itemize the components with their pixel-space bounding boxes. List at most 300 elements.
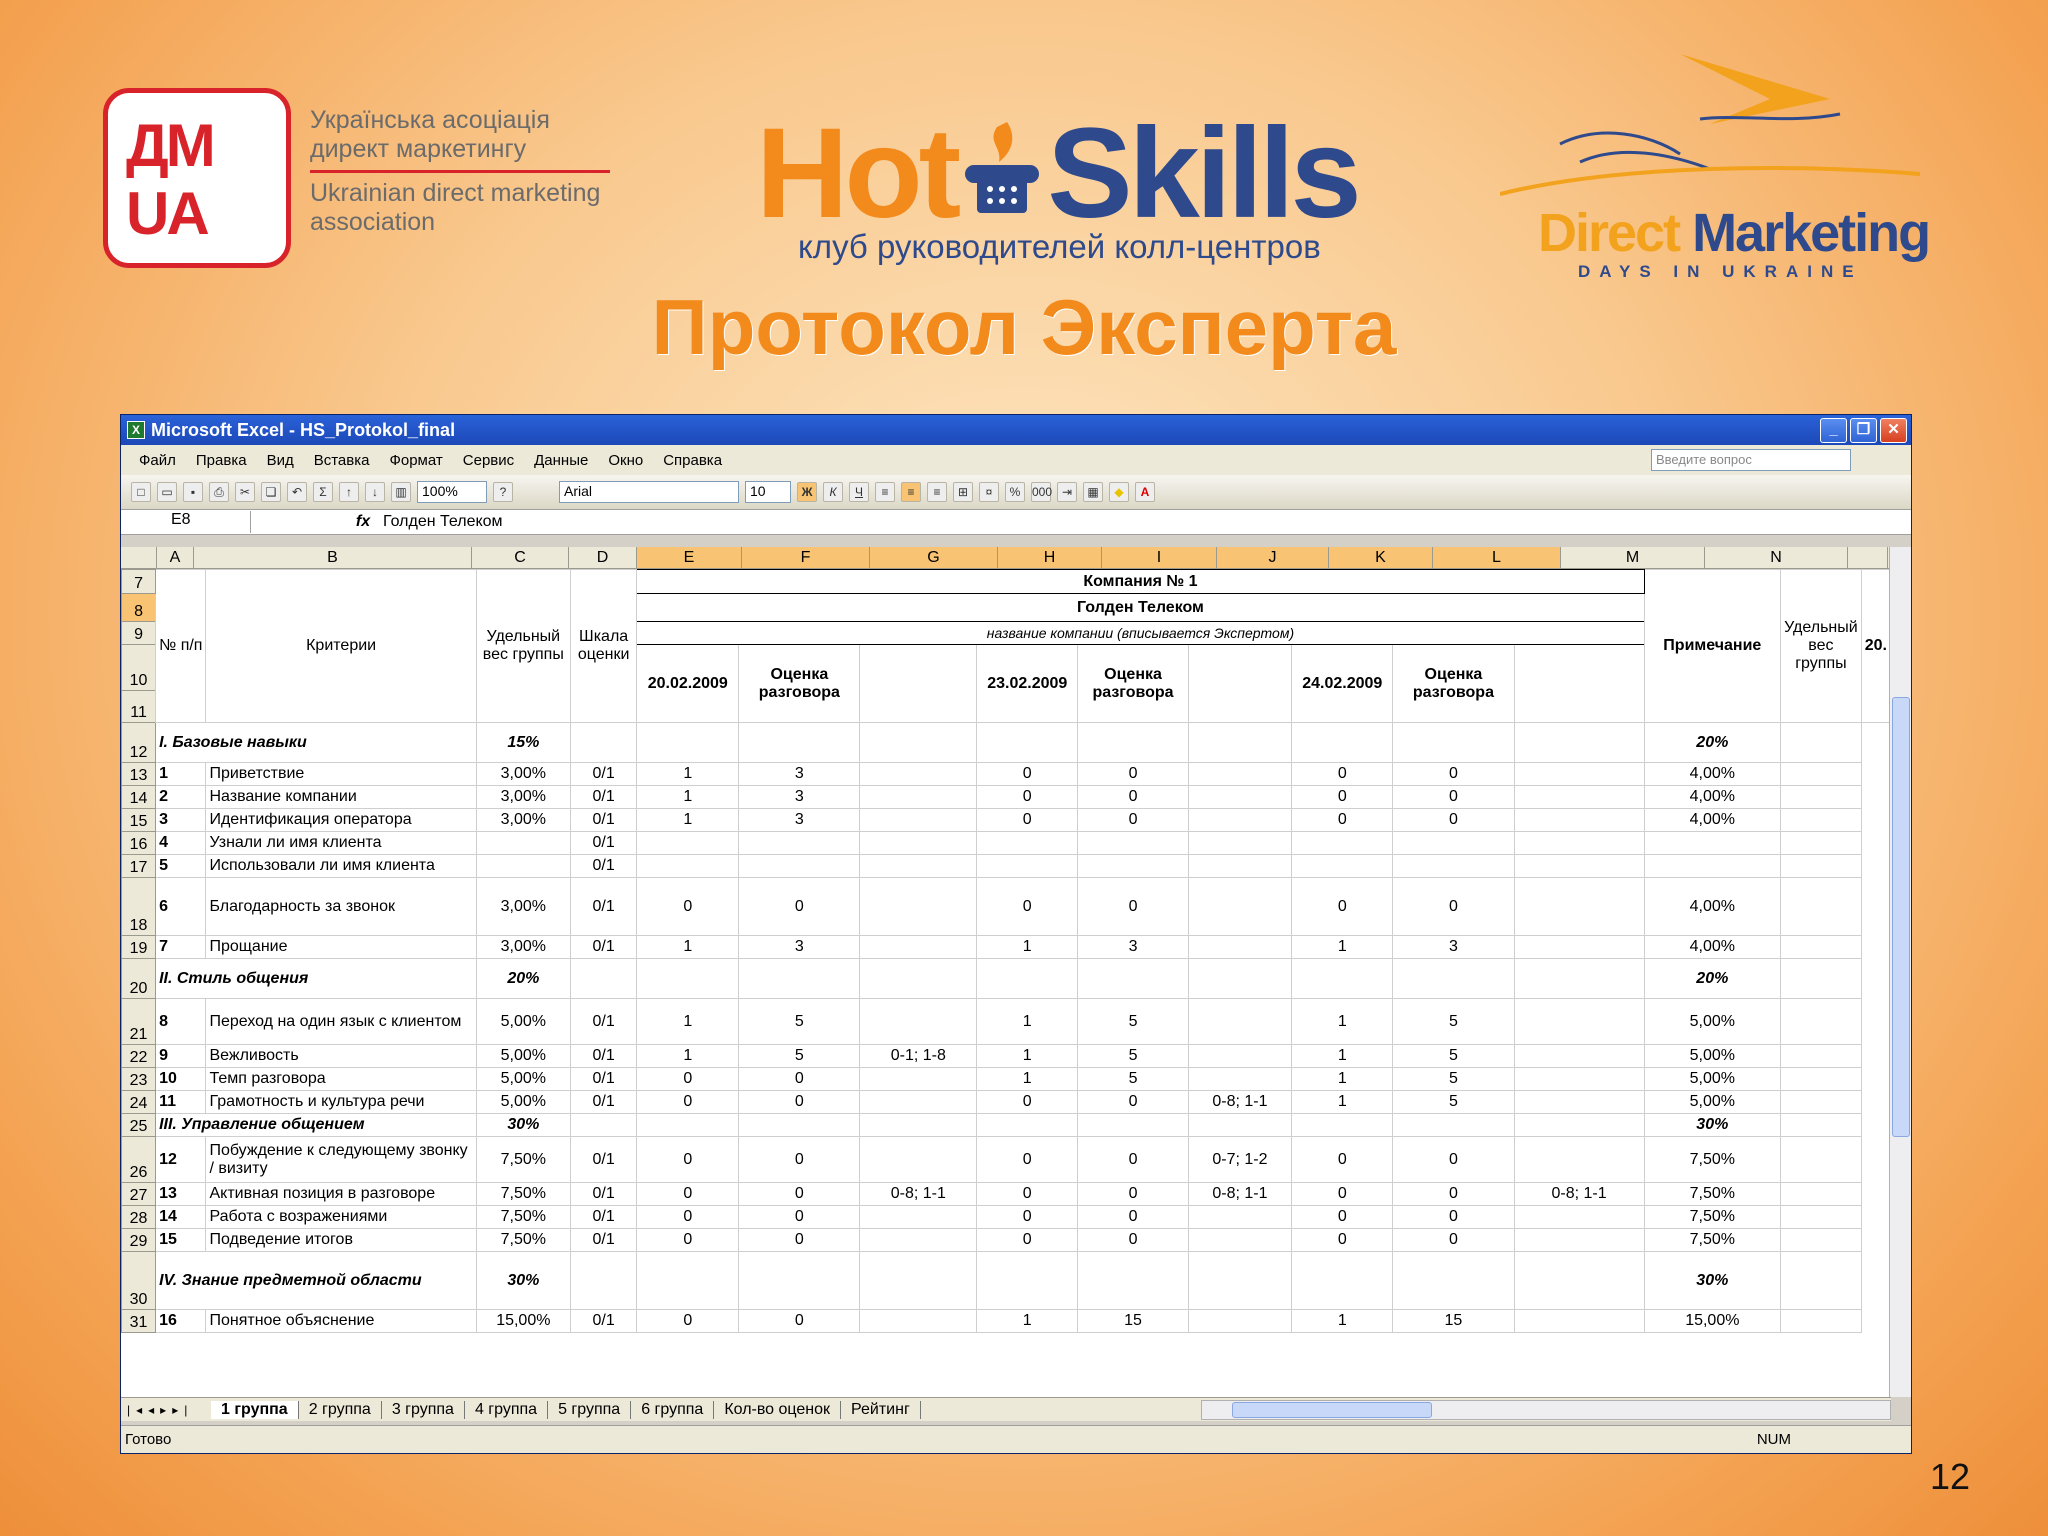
col-header-n[interactable]: N [1705, 547, 1848, 568]
header-weight-2[interactable]: Удельный вес группы [1781, 570, 1862, 723]
cell-a[interactable]: 7 [156, 936, 206, 959]
cell-j[interactable] [1188, 763, 1292, 786]
cell-m[interactable] [1514, 1252, 1644, 1310]
cell-m[interactable] [1514, 1137, 1644, 1183]
cell-e[interactable]: 0 [637, 1068, 739, 1091]
cell-i[interactable]: 0 [1078, 1183, 1188, 1206]
cell-j[interactable] [1188, 959, 1292, 999]
cell-n[interactable]: 5,00% [1644, 999, 1781, 1045]
cell-c[interactable]: 7,50% [476, 1183, 570, 1206]
cell-h[interactable]: 0 [977, 1229, 1078, 1252]
vertical-scroll-thumb[interactable] [1892, 697, 1910, 1137]
cell-c[interactable]: 30% [476, 1114, 570, 1137]
cell-a[interactable]: 2 [156, 786, 206, 809]
cell-o[interactable] [1781, 786, 1862, 809]
spreadsheet-grid[interactable] [121, 547, 1891, 1397]
col-header-f[interactable]: F [742, 547, 870, 568]
cell-g[interactable] [860, 1229, 977, 1252]
cell-l[interactable]: 0 [1393, 1137, 1514, 1183]
cell-i[interactable] [1078, 959, 1188, 999]
cell-n[interactable]: 30% [1644, 1114, 1781, 1137]
cell-h[interactable]: 0 [977, 1206, 1078, 1229]
row-header[interactable]: 24 [122, 1091, 156, 1114]
cell-o[interactable] [1781, 1252, 1862, 1310]
row-header[interactable]: 12 [122, 723, 156, 763]
align-right-icon[interactable]: ≡ [927, 482, 947, 502]
cell-f[interactable]: 0 [739, 1091, 860, 1114]
thousands-icon[interactable]: 000 [1031, 482, 1051, 502]
cell-e[interactable] [637, 832, 739, 855]
menu-format[interactable]: Формат [389, 451, 443, 469]
row-header[interactable]: 18 [122, 878, 156, 936]
cell-j[interactable] [1188, 1310, 1292, 1333]
cell-f[interactable]: 3 [739, 786, 860, 809]
cell-i[interactable]: 0 [1078, 878, 1188, 936]
cell-d[interactable]: 0/1 [570, 809, 636, 832]
cell-l[interactable]: 5 [1393, 999, 1514, 1045]
cell-n[interactable] [1644, 832, 1781, 855]
font-name-select[interactable]: Arial [559, 481, 739, 503]
sheet-tab-rating[interactable]: Рейтинг [841, 1401, 921, 1419]
cell-a[interactable]: 8 [156, 999, 206, 1045]
cell-c[interactable] [476, 855, 570, 878]
cell-e[interactable]: 0 [637, 1183, 739, 1206]
cell-j[interactable] [1188, 855, 1292, 878]
cell-f[interactable]: 0 [739, 1137, 860, 1183]
cell-b[interactable]: Активная позиция в разговоре [206, 1183, 476, 1206]
cell-m[interactable] [1514, 723, 1644, 763]
cell-b[interactable]: Использовали ли имя клиента [206, 855, 476, 878]
vertical-scrollbar[interactable] [1889, 547, 1911, 1397]
cell-o[interactable] [1781, 1183, 1862, 1206]
cell-m[interactable] [1514, 999, 1644, 1045]
cell-c[interactable]: 15,00% [476, 1310, 570, 1333]
cell-d[interactable]: 0/1 [570, 878, 636, 936]
menu-window[interactable]: Окно [608, 451, 644, 469]
cell-b[interactable]: Переход на один язык с клиентом [206, 999, 476, 1045]
col-header-o[interactable] [1848, 547, 1888, 568]
header-eval-2[interactable]: Оценка разговора [1078, 645, 1188, 723]
cell-j[interactable] [1188, 786, 1292, 809]
col-header-h[interactable]: H [998, 547, 1102, 568]
cell-e[interactable] [637, 1114, 739, 1137]
cell-f[interactable]: 0 [739, 1229, 860, 1252]
col-header-b[interactable]: B [194, 547, 472, 568]
cell-j[interactable] [1188, 832, 1292, 855]
cell-i[interactable] [1078, 1114, 1188, 1137]
cell-e[interactable]: 0 [637, 1137, 739, 1183]
cell-n[interactable]: 4,00% [1644, 936, 1781, 959]
menu-tools[interactable]: Сервис [462, 451, 515, 469]
menu-insert[interactable]: Вставка [313, 451, 370, 469]
row-header[interactable]: 28 [122, 1206, 156, 1229]
row-header[interactable]: 15 [122, 809, 156, 832]
cell-k[interactable]: 0 [1292, 809, 1393, 832]
cell-b[interactable]: III. Управление общением [156, 1114, 477, 1137]
menu-file[interactable]: Файл [139, 451, 176, 469]
cell-a[interactable]: 4 [156, 832, 206, 855]
cell-k[interactable] [1292, 832, 1393, 855]
cell-d[interactable]: 0/1 [570, 763, 636, 786]
cell-i[interactable] [1078, 1252, 1188, 1310]
row-header[interactable]: 22 [122, 1045, 156, 1068]
cell-c[interactable]: 3,00% [476, 878, 570, 936]
sheet-tab-2[interactable]: 2 группа [299, 1401, 382, 1419]
menu-edit[interactable]: Правка [195, 451, 247, 469]
cell-o[interactable] [1781, 1206, 1862, 1229]
cell-e[interactable]: 0 [637, 1206, 739, 1229]
cell-b[interactable]: Приветствие [206, 763, 476, 786]
ask-question-input[interactable]: Введите вопрос [1651, 449, 1851, 471]
row-header[interactable]: 11 [122, 691, 156, 723]
cell-m[interactable] [1514, 1045, 1644, 1068]
cell-n[interactable]: 7,50% [1644, 1229, 1781, 1252]
cell-h[interactable]: 0 [977, 809, 1078, 832]
cell-i[interactable]: 0 [1078, 763, 1188, 786]
col-header-c[interactable]: C [472, 547, 569, 568]
cell-h[interactable]: 1 [977, 1045, 1078, 1068]
cell-f[interactable]: 0 [739, 1068, 860, 1091]
menu-help[interactable]: Справка [663, 451, 723, 469]
sheet-tab-6[interactable]: 6 группа [631, 1401, 714, 1419]
cell-f[interactable]: 3 [739, 936, 860, 959]
row-header[interactable]: 8 [122, 594, 156, 622]
cell-i[interactable]: 15 [1078, 1310, 1188, 1333]
cell-k[interactable]: 0 [1292, 1206, 1393, 1229]
cell-g[interactable] [860, 936, 977, 959]
fx-icon[interactable]: fx [355, 513, 371, 530]
cut-icon[interactable]: ✂ [235, 482, 255, 502]
cell-d[interactable]: 0/1 [570, 855, 636, 878]
header-date-1[interactable]: 20.02.2009 [637, 645, 739, 723]
cell-b[interactable]: Работа с возражениями [206, 1206, 476, 1229]
header-date-3[interactable]: 24.02.2009 [1292, 645, 1393, 723]
cell-l[interactable]: 5 [1393, 1091, 1514, 1114]
cell-f[interactable]: 0 [739, 1310, 860, 1333]
cell-g[interactable] [860, 832, 977, 855]
horizontal-scrollbar[interactable] [1201, 1400, 1891, 1420]
cell-n[interactable]: 15,00% [1644, 1310, 1781, 1333]
align-center-icon[interactable]: ≡ [901, 482, 921, 502]
cell-b[interactable]: Понятное объяснение [206, 1310, 476, 1333]
cell-d[interactable]: 0/1 [570, 786, 636, 809]
header-scale[interactable]: Шкала оценки [570, 570, 636, 723]
cell-k[interactable]: 0 [1292, 1183, 1393, 1206]
cell[interactable] [1514, 645, 1644, 723]
cell-b[interactable]: I. Базовые навыки [156, 723, 477, 763]
cell-c[interactable]: 5,00% [476, 999, 570, 1045]
cell-n[interactable] [1644, 855, 1781, 878]
cell-k[interactable]: 0 [1292, 763, 1393, 786]
cell-e[interactable] [637, 855, 739, 878]
chart-icon[interactable]: ▥ [391, 482, 411, 502]
cell-b[interactable]: Грамотность и культура речи [206, 1091, 476, 1114]
cell-o[interactable] [1781, 878, 1862, 936]
cell-j[interactable]: 0-8; 1-1 [1188, 1091, 1292, 1114]
header-eval-1[interactable]: Оценка разговора [739, 645, 860, 723]
cell-o[interactable] [1781, 1045, 1862, 1068]
cell-a[interactable]: 15 [156, 1229, 206, 1252]
cell-l[interactable]: 0 [1393, 786, 1514, 809]
cell-c[interactable]: 20% [476, 959, 570, 999]
cell-d[interactable]: 0/1 [570, 1045, 636, 1068]
cell-l[interactable]: 15 [1393, 1310, 1514, 1333]
cell-e[interactable]: 1 [637, 763, 739, 786]
cell-l[interactable] [1393, 959, 1514, 999]
cell-g[interactable]: 0-1; 1-8 [860, 1045, 977, 1068]
cell-l[interactable]: 5 [1393, 1045, 1514, 1068]
cell-k[interactable] [1292, 1114, 1393, 1137]
cell-i[interactable]: 0 [1078, 1091, 1188, 1114]
cell-l[interactable] [1393, 1252, 1514, 1310]
cell-b[interactable]: Узнали ли имя клиента [206, 832, 476, 855]
cell-b[interactable]: Подведение итогов [206, 1229, 476, 1252]
cell-j[interactable] [1188, 1114, 1292, 1137]
cell[interactable] [860, 645, 977, 723]
sheet-tab-4[interactable]: 4 группа [465, 1401, 548, 1419]
cell-g[interactable] [860, 786, 977, 809]
cell-k[interactable]: 0 [1292, 878, 1393, 936]
cell-f[interactable]: 0 [739, 1183, 860, 1206]
cell-k[interactable] [1292, 723, 1393, 763]
cell-d[interactable]: 0/1 [570, 1229, 636, 1252]
cell-d[interactable] [570, 1252, 636, 1310]
merge-icon[interactable]: ⊞ [953, 482, 973, 502]
header-criteria[interactable]: Критерии [206, 570, 476, 723]
sheet-tab-count[interactable]: Кол-во оценок [714, 1401, 841, 1419]
cell-e[interactable]: 0 [637, 878, 739, 936]
cell-m[interactable]: 0-8; 1-1 [1514, 1183, 1644, 1206]
cell-f[interactable] [739, 832, 860, 855]
cell-j[interactable] [1188, 1252, 1292, 1310]
close-button[interactable]: ✕ [1880, 418, 1907, 443]
cell-l[interactable]: 0 [1393, 763, 1514, 786]
cell-l[interactable] [1393, 832, 1514, 855]
cell-h[interactable] [977, 1114, 1078, 1137]
cell-h[interactable] [977, 959, 1078, 999]
percent-icon[interactable]: % [1005, 482, 1025, 502]
cell-g[interactable] [860, 763, 977, 786]
minimize-button[interactable]: _ [1820, 418, 1847, 443]
cell-e[interactable]: 1 [637, 1045, 739, 1068]
name-box[interactable]: E8 [121, 511, 251, 533]
cell-m[interactable] [1514, 855, 1644, 878]
cell-j[interactable] [1188, 936, 1292, 959]
cell-f[interactable]: 0 [739, 878, 860, 936]
cell-m[interactable] [1514, 763, 1644, 786]
cell-k[interactable]: 1 [1292, 936, 1393, 959]
cell-j[interactable] [1188, 999, 1292, 1045]
cell-k[interactable]: 0 [1292, 1229, 1393, 1252]
cell-m[interactable] [1514, 832, 1644, 855]
cell-h[interactable]: 1 [977, 1068, 1078, 1091]
cell-n[interactable]: 4,00% [1644, 763, 1781, 786]
cell-g[interactable] [860, 1068, 977, 1091]
col-header-e[interactable]: E [637, 547, 742, 568]
cell-a[interactable]: 10 [156, 1068, 206, 1091]
cell-f[interactable]: 5 [739, 1045, 860, 1068]
cell-d[interactable]: 0/1 [570, 1091, 636, 1114]
cell-d[interactable]: 0/1 [570, 1068, 636, 1091]
cell-l[interactable] [1393, 855, 1514, 878]
cell-i[interactable]: 5 [1078, 1045, 1188, 1068]
cell-o[interactable] [1781, 936, 1862, 959]
col-header-i[interactable]: I [1102, 547, 1217, 568]
cell-o[interactable] [1781, 959, 1862, 999]
cell-c[interactable] [476, 832, 570, 855]
col-header-d[interactable]: D [569, 547, 637, 568]
cell-o[interactable] [1781, 832, 1862, 855]
sort-desc-icon[interactable]: ↓ [365, 482, 385, 502]
cell-f[interactable] [739, 1114, 860, 1137]
cell-j[interactable] [1188, 1068, 1292, 1091]
row-header[interactable]: 14 [122, 786, 156, 809]
open-icon[interactable]: ▭ [157, 482, 177, 502]
cell-o[interactable] [1781, 1114, 1862, 1137]
cell-m[interactable] [1514, 809, 1644, 832]
cell-j[interactable]: 0-7; 1-2 [1188, 1137, 1292, 1183]
row-header[interactable]: 26 [122, 1137, 156, 1183]
cell-m[interactable] [1514, 1068, 1644, 1091]
cell-i[interactable]: 0 [1078, 1206, 1188, 1229]
zoom-select[interactable]: 100% [417, 481, 487, 503]
row-header[interactable]: 7 [122, 570, 156, 594]
copy-icon[interactable]: ❏ [261, 482, 281, 502]
header-weight[interactable]: Удельный вес группы [476, 570, 570, 723]
cell-b[interactable]: Идентификация оператора [206, 809, 476, 832]
cell-k[interactable]: 1 [1292, 1045, 1393, 1068]
row-header[interactable]: 10 [122, 645, 156, 691]
cell-a[interactable]: 12 [156, 1137, 206, 1183]
row-header[interactable]: 19 [122, 936, 156, 959]
cell-k[interactable] [1292, 959, 1393, 999]
cell-c[interactable]: 5,00% [476, 1091, 570, 1114]
cell-i[interactable] [1078, 855, 1188, 878]
sheet-tab-5[interactable]: 5 группа [548, 1401, 631, 1419]
cell-h[interactable] [977, 723, 1078, 763]
cell-h[interactable]: 1 [977, 936, 1078, 959]
row-header[interactable]: 20 [122, 959, 156, 999]
cell-d[interactable]: 0/1 [570, 1137, 636, 1183]
cell-k[interactable] [1292, 855, 1393, 878]
cell-g[interactable] [860, 959, 977, 999]
cell-k[interactable]: 1 [1292, 1068, 1393, 1091]
row-header[interactable]: 17 [122, 855, 156, 878]
cell-l[interactable] [1393, 1114, 1514, 1137]
cell-b[interactable]: Прощание [206, 936, 476, 959]
cell-k[interactable]: 1 [1292, 1091, 1393, 1114]
cell-a[interactable]: 11 [156, 1091, 206, 1114]
cell-d[interactable]: 0/1 [570, 999, 636, 1045]
cell-j[interactable] [1188, 1045, 1292, 1068]
cell-j[interactable] [1188, 878, 1292, 936]
col-header-g[interactable]: G [870, 547, 998, 568]
cell-k[interactable]: 0 [1292, 786, 1393, 809]
cell-n[interactable]: 20% [1644, 723, 1781, 763]
help-icon[interactable]: ? [493, 482, 513, 502]
cell-h[interactable] [977, 1252, 1078, 1310]
cell-h[interactable]: 0 [977, 1091, 1078, 1114]
cell-m[interactable] [1514, 786, 1644, 809]
cell-l[interactable] [1393, 723, 1514, 763]
cell-h[interactable]: 1 [977, 999, 1078, 1045]
cell-o[interactable] [1781, 1091, 1862, 1114]
header-company-name[interactable]: Голден Телеком [637, 594, 1644, 622]
cell-h[interactable]: 0 [977, 1137, 1078, 1183]
row-header[interactable]: 25 [122, 1114, 156, 1137]
formula-input[interactable]: Голден Телеком [383, 513, 503, 530]
bold-button[interactable]: Ж [797, 482, 817, 502]
cell-i[interactable]: 0 [1078, 786, 1188, 809]
cell-o[interactable] [1781, 1310, 1862, 1333]
fill-color-icon[interactable]: ◆ [1109, 482, 1129, 502]
cell-m[interactable] [1514, 1114, 1644, 1137]
cell-b[interactable]: Вежливость [206, 1045, 476, 1068]
row-header[interactable]: 13 [122, 763, 156, 786]
cell-e[interactable]: 1 [637, 809, 739, 832]
col-header-j[interactable]: J [1217, 547, 1329, 568]
row-header[interactable]: 29 [122, 1229, 156, 1252]
cell-n[interactable]: 5,00% [1644, 1068, 1781, 1091]
cell-n[interactable]: 20% [1644, 959, 1781, 999]
cell-g[interactable] [860, 809, 977, 832]
cell-b[interactable]: Название компании [206, 786, 476, 809]
cell-f[interactable]: 0 [739, 1206, 860, 1229]
cell-h[interactable]: 0 [977, 1183, 1078, 1206]
cell-l[interactable]: 0 [1393, 1206, 1514, 1229]
header-date-4[interactable]: 20. [1861, 570, 1890, 723]
cell-f[interactable] [739, 1252, 860, 1310]
cell-g[interactable] [860, 723, 977, 763]
cell-i[interactable]: 0 [1078, 809, 1188, 832]
cell-g[interactable] [860, 878, 977, 936]
cell-k[interactable]: 0 [1292, 1137, 1393, 1183]
menu-data[interactable]: Данные [534, 451, 589, 469]
cell-f[interactable] [739, 855, 860, 878]
cell-b[interactable]: Побуждение к следующему звонку / визиту [206, 1137, 476, 1183]
sheet-tab-3[interactable]: 3 группа [382, 1401, 465, 1419]
cell-b[interactable]: IV. Знание предметной области [156, 1252, 477, 1310]
cell-b[interactable]: Темп разговора [206, 1068, 476, 1091]
menu-view[interactable]: Вид [266, 451, 294, 469]
cell-d[interactable]: 0/1 [570, 832, 636, 855]
cell-g[interactable] [860, 1206, 977, 1229]
align-left-icon[interactable]: ≡ [875, 482, 895, 502]
cell-j[interactable] [1188, 1206, 1292, 1229]
new-icon[interactable]: □ [131, 482, 151, 502]
cell-e[interactable]: 0 [637, 1091, 739, 1114]
cell-c[interactable]: 30% [476, 1252, 570, 1310]
cell-g[interactable]: 0-8; 1-1 [860, 1183, 977, 1206]
cell-b[interactable]: II. Стиль общения [156, 959, 477, 999]
cell-a[interactable]: 5 [156, 855, 206, 878]
cell-j[interactable] [1188, 723, 1292, 763]
cell-i[interactable] [1078, 832, 1188, 855]
cell-i[interactable]: 0 [1078, 1137, 1188, 1183]
cell-i[interactable] [1078, 723, 1188, 763]
cell-c[interactable]: 7,50% [476, 1137, 570, 1183]
cell-n[interactable]: 4,00% [1644, 786, 1781, 809]
header-num[interactable]: № п/п [156, 570, 206, 723]
cell-d[interactable]: 0/1 [570, 936, 636, 959]
cell-e[interactable]: 0 [637, 1310, 739, 1333]
cell-c[interactable]: 3,00% [476, 763, 570, 786]
horizontal-scroll-thumb[interactable] [1232, 1402, 1432, 1418]
cell-c[interactable]: 3,00% [476, 936, 570, 959]
cell-l[interactable]: 0 [1393, 878, 1514, 936]
row-header[interactable]: 16 [122, 832, 156, 855]
font-size-select[interactable]: 10 [745, 481, 791, 503]
